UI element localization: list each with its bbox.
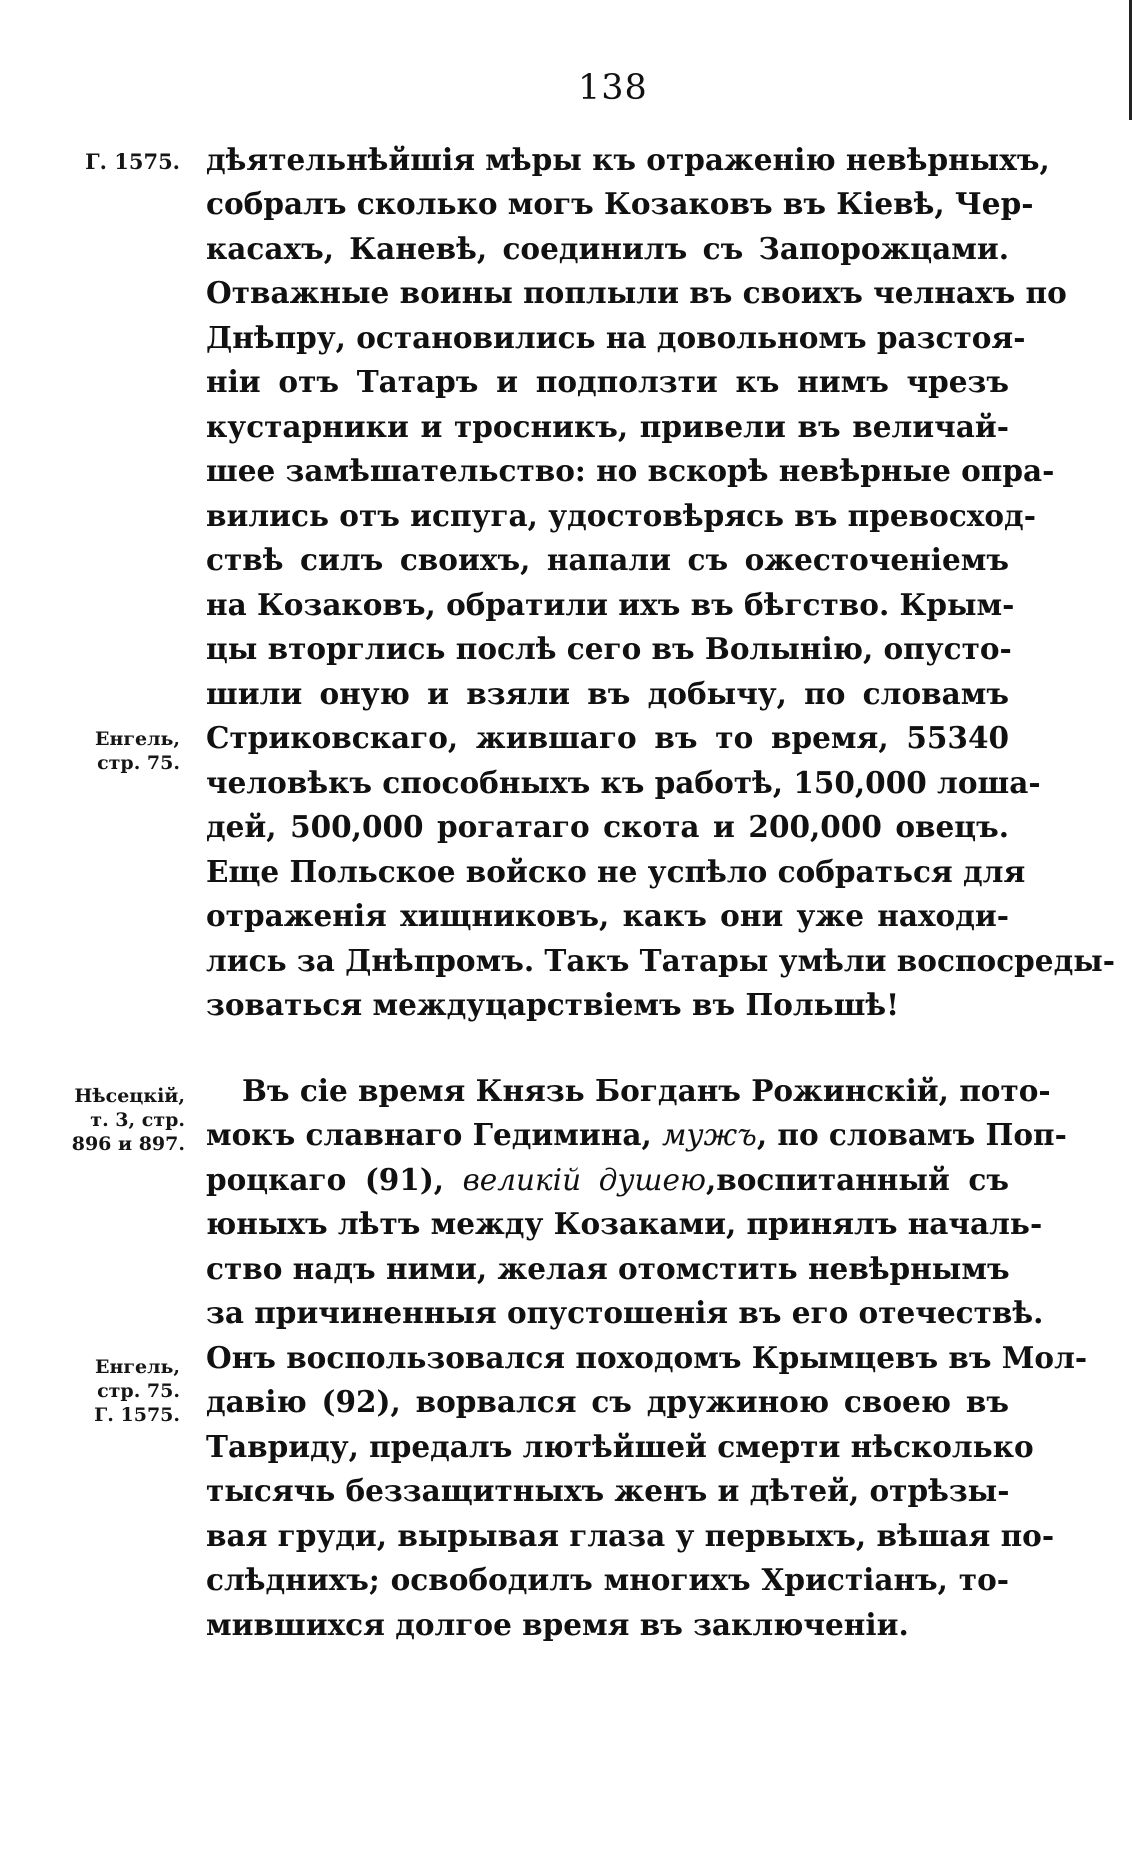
text-line: кустарники и тросникъ, привели въ величай- bbox=[206, 409, 1009, 444]
margin-note-nesecki-line: Нѣсецкій, bbox=[74, 1085, 185, 1107]
text-line: шили оную и взяли въ добычу, по словамъ bbox=[206, 676, 1009, 711]
text-line: Днѣпру, остановились на довольномъ разстоя- bbox=[206, 320, 1026, 355]
text-line: Онъ воспользовался походомъ Крымцевъ въ Мол- bbox=[206, 1340, 1088, 1375]
text-line: дей, 500,000 рогатаго скота и 200,000 овецъ. bbox=[206, 809, 1009, 844]
italic-span: великій душею bbox=[462, 1163, 706, 1197]
text-line: дѣятельнѣйшія мѣры къ отраженію невѣрныхъ, bbox=[206, 142, 1050, 177]
text-line bbox=[206, 1113, 1067, 1157]
margin-note-year bbox=[70, 150, 180, 174]
margin-note-year-text: Г. 1575. bbox=[85, 149, 180, 174]
text-line: отраженія хищниковъ, какъ они уже находи- bbox=[206, 898, 1009, 933]
text-line: Въ сіе время Князь Богданъ Рожинскій, пото- bbox=[242, 1073, 1051, 1108]
margin-note-engel-line: Енгель, bbox=[94, 728, 180, 750]
text-line: Еще Польское войско не успѣло собраться для bbox=[206, 854, 1026, 889]
text-line: за причиненныя опустошенія въ его отечествѣ. bbox=[206, 1295, 1044, 1330]
margin-note-engel bbox=[60, 727, 180, 775]
text-span: , по словамъ Поп- bbox=[756, 1117, 1067, 1152]
margin-note-nesecki-line: т. 3, стр. bbox=[90, 1109, 185, 1131]
italic-span: мужъ bbox=[662, 1118, 757, 1152]
text-line: Отважные воины поплыли въ своихъ челнахъ по bbox=[206, 275, 1067, 310]
text-line: зоваться междуцарствіемъ въ Польшѣ! bbox=[206, 987, 900, 1022]
page-edge-rule bbox=[1129, 0, 1132, 120]
page-number: 138 bbox=[578, 68, 648, 108]
text-line: ствѣ силъ своихъ, напали съ ожесточеніемъ bbox=[206, 542, 1009, 577]
text-line: шее замѣшательство: но вскорѣ невѣрные опра- bbox=[206, 453, 1055, 488]
text-line: на Козаковъ, обратили ихъ въ бѣгство. Крым- bbox=[206, 587, 1015, 622]
text-line: мившихся долгое время въ заключеніи. bbox=[206, 1607, 909, 1642]
text-line: ніи отъ Татаръ и подползти къ нимъ чрезъ bbox=[206, 364, 1009, 399]
margin-note-nesecki-line: 896 и 897. bbox=[71, 1133, 185, 1155]
margin-note-engel-year bbox=[55, 1355, 180, 1427]
margin-note-nesecki bbox=[40, 1084, 185, 1156]
text-line: вая груди, вырывая глаза у первыхъ, вѣшая по- bbox=[206, 1518, 1055, 1553]
text-line: ство надъ ними, желая отомстить невѣрнымъ bbox=[206, 1251, 1010, 1286]
text-line: касахъ, Каневѣ, соединилъ съ Запорожцами. bbox=[206, 231, 1009, 266]
text-line: человѣкъ способныхъ къ работѣ, 150,000 лоша- bbox=[206, 765, 1041, 800]
margin-note-engel-year-line: стр. 75. bbox=[97, 1380, 180, 1402]
text-span: ,воспитанный съ bbox=[705, 1162, 1009, 1197]
text-line: Тавриду, предалъ лютѣйшей смерти нѣсколько bbox=[206, 1429, 1034, 1464]
text-line: юныхъ лѣтъ между Козаками, принялъ началь- bbox=[206, 1206, 1043, 1241]
margin-note-engel-year-line: Г. 1575. bbox=[94, 1404, 180, 1426]
text-line: Стриковскаго, жившаго въ то время, 55340 bbox=[206, 720, 1009, 755]
margin-note-engel-year-line: Енгель, bbox=[94, 1356, 180, 1378]
text-line: давію (92), ворвался съ дружиною своею въ bbox=[206, 1384, 1009, 1419]
text-line: слѣднихъ; освободилъ многихъ Христіанъ, то- bbox=[206, 1562, 1009, 1597]
text-line bbox=[206, 1158, 1009, 1202]
margin-note-engel-line: стр. 75. bbox=[97, 752, 180, 774]
text-span: роцкаго (91), bbox=[206, 1162, 463, 1197]
text-line: собралъ сколько могъ Козаковъ въ Кіевѣ, Чер- bbox=[206, 186, 1034, 221]
text-line: тысячь беззащитныхъ женъ и дѣтей, отрѣзы- bbox=[206, 1473, 1010, 1508]
text-line: цы вторглись послѣ сего въ Волынію, опусто- bbox=[206, 631, 1012, 666]
text-line: лись за Днѣпромъ. Такъ Татары умѣли воспосреды- bbox=[206, 943, 1116, 978]
text-line: вились отъ испуга, удостовѣрясь въ превосход- bbox=[206, 498, 1036, 533]
text-span: мокъ славнаго Гедимина, bbox=[206, 1117, 663, 1152]
